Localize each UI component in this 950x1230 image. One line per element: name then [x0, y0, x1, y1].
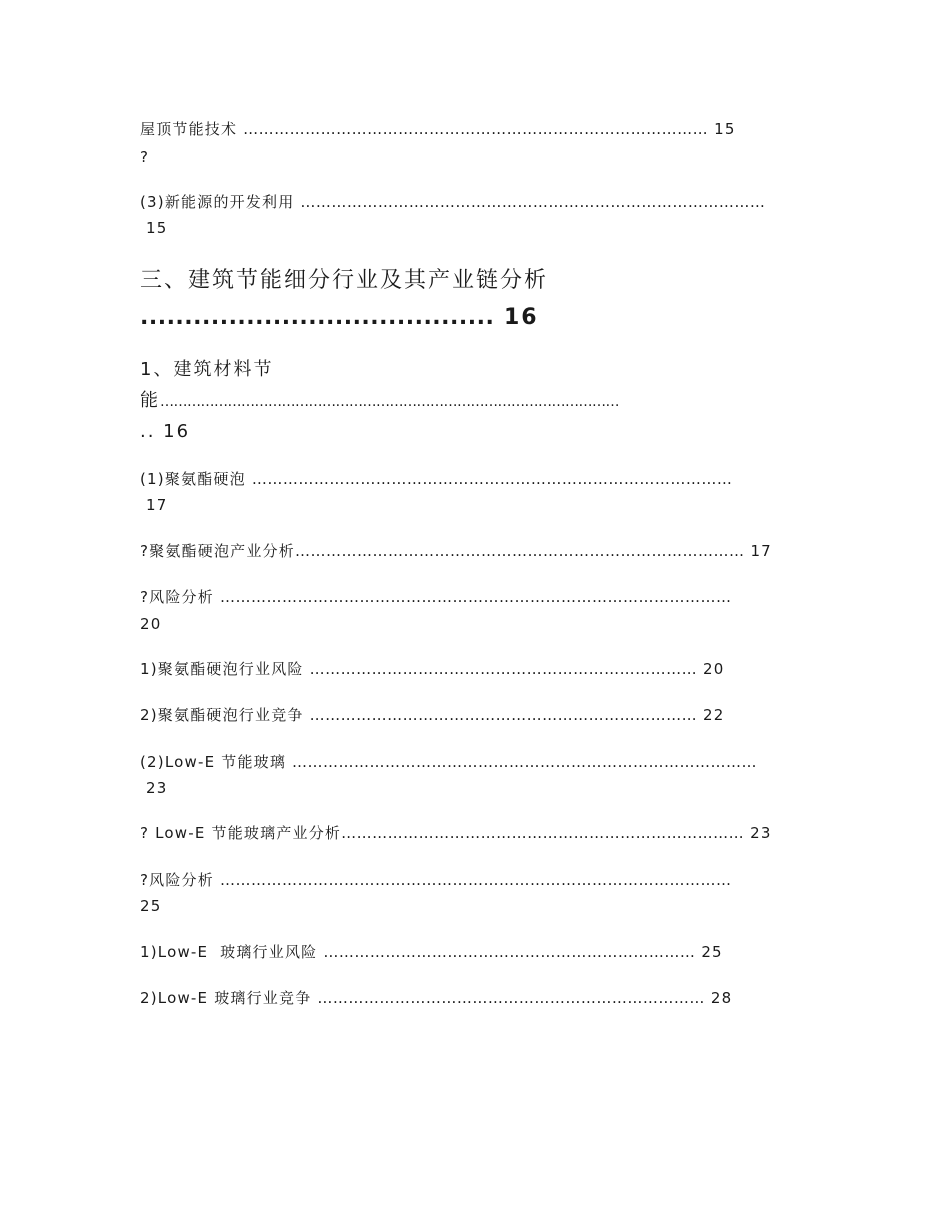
- toc-leader: ………………………………………………………………………………: [243, 120, 709, 138]
- toc-leader: ……………………………………………………………………………: [294, 542, 745, 560]
- toc-entry-lowe-chain[interactable]: [140, 823, 772, 843]
- toc-page: 28: [710, 989, 733, 1007]
- toc-page-number: 15: [146, 219, 168, 237]
- toc-leader: …………………………………………………………………: [309, 706, 698, 724]
- toc-page: [140, 218, 168, 238]
- toc-leader: ........................................: [140, 305, 495, 330]
- toc-title: 屋顶节能技术: [140, 120, 238, 138]
- toc-entry-pu-chain[interactable]: [140, 541, 772, 561]
- toc-title: ?风险分析: [140, 588, 214, 606]
- toc-title: ?聚氨酯硬泡产业分析: [140, 542, 295, 560]
- toc-leader: …………………………………………………………………………………: [251, 470, 733, 488]
- toc-page: 20: [140, 615, 162, 633]
- toc-title: 1)Low-E 玻璃行业风险: [140, 943, 318, 961]
- toc-page: 17: [750, 542, 772, 560]
- toc-entry-risk-1[interactable]: [140, 587, 731, 607]
- toc-page: 16: [503, 305, 539, 330]
- toc-page: 20: [703, 660, 725, 678]
- toc-title: 1)聚氨酯硬泡行业风险: [140, 660, 304, 678]
- toc-title: 1、建筑材料节: [140, 359, 274, 380]
- toc-page: 22: [703, 706, 725, 724]
- toc-entry-new-energy[interactable]: [140, 192, 765, 212]
- toc-title: (2)Low-E 节能玻璃: [140, 753, 287, 771]
- toc-leader: ………………………………………………………………………………: [292, 753, 758, 771]
- toc-entry-roof[interactable]: [140, 119, 736, 139]
- toc-title: (1)聚氨酯硬泡: [140, 470, 246, 488]
- toc-page: 23: [750, 824, 772, 842]
- toc-entry-materials-cont: [140, 388, 619, 415]
- toc-entry-pu-foam[interactable]: [140, 469, 732, 489]
- toc-entry-pu-comp[interactable]: [140, 705, 725, 725]
- toc-page: 15: [714, 120, 736, 138]
- toc-entry-materials[interactable]: [140, 357, 273, 383]
- section-title: 三、建筑节能细分行业及其产业链分析: [140, 268, 549, 293]
- toc-leader: …………………………………………………………………: [317, 989, 705, 1007]
- toc-leader: ………………………………………………………………………………………: [219, 588, 732, 606]
- toc-title: ? Low-E 节能玻璃产业分析: [140, 824, 342, 842]
- toc-leader: …………………………………………………………………………………………: [160, 394, 619, 410]
- toc-section-3-leader: [140, 303, 539, 333]
- toc-title: ?风险分析: [140, 871, 214, 889]
- toc-page: .. 16: [140, 421, 191, 442]
- toc-title-cont: 能: [140, 390, 160, 411]
- toc-title: 2)Low-E 玻璃行业竞争: [140, 989, 312, 1007]
- toc-page: [140, 778, 168, 798]
- toc-leader: …………………………………………………………………: [309, 660, 698, 678]
- toc-continuation: ?: [140, 148, 150, 166]
- toc-leader: ………………………………………………………………………………: [300, 193, 766, 211]
- toc-page-number: 17: [146, 496, 168, 514]
- toc-leader: ……………………………………………………………………: [341, 824, 745, 842]
- toc-page: 25: [701, 943, 723, 961]
- toc-page-number: 23: [146, 779, 168, 797]
- toc-page: 25: [140, 897, 162, 915]
- toc-entry-lowe-comp[interactable]: [140, 988, 732, 1008]
- toc-page: [140, 495, 168, 515]
- toc-entry-lowe[interactable]: [140, 752, 757, 772]
- toc-title: (3)新能源的开发利用: [140, 193, 295, 211]
- toc-entry-lowe-risk[interactable]: [140, 942, 723, 962]
- toc-entry-pu-risk[interactable]: [140, 659, 725, 679]
- toc-entry-risk-2[interactable]: [140, 870, 731, 890]
- toc-leader: ………………………………………………………………: [323, 943, 696, 961]
- toc-title: 2)聚氨酯硬泡行业竞争: [140, 706, 304, 724]
- toc-leader: ………………………………………………………………………………………: [219, 871, 732, 889]
- toc-section-3[interactable]: [140, 266, 548, 296]
